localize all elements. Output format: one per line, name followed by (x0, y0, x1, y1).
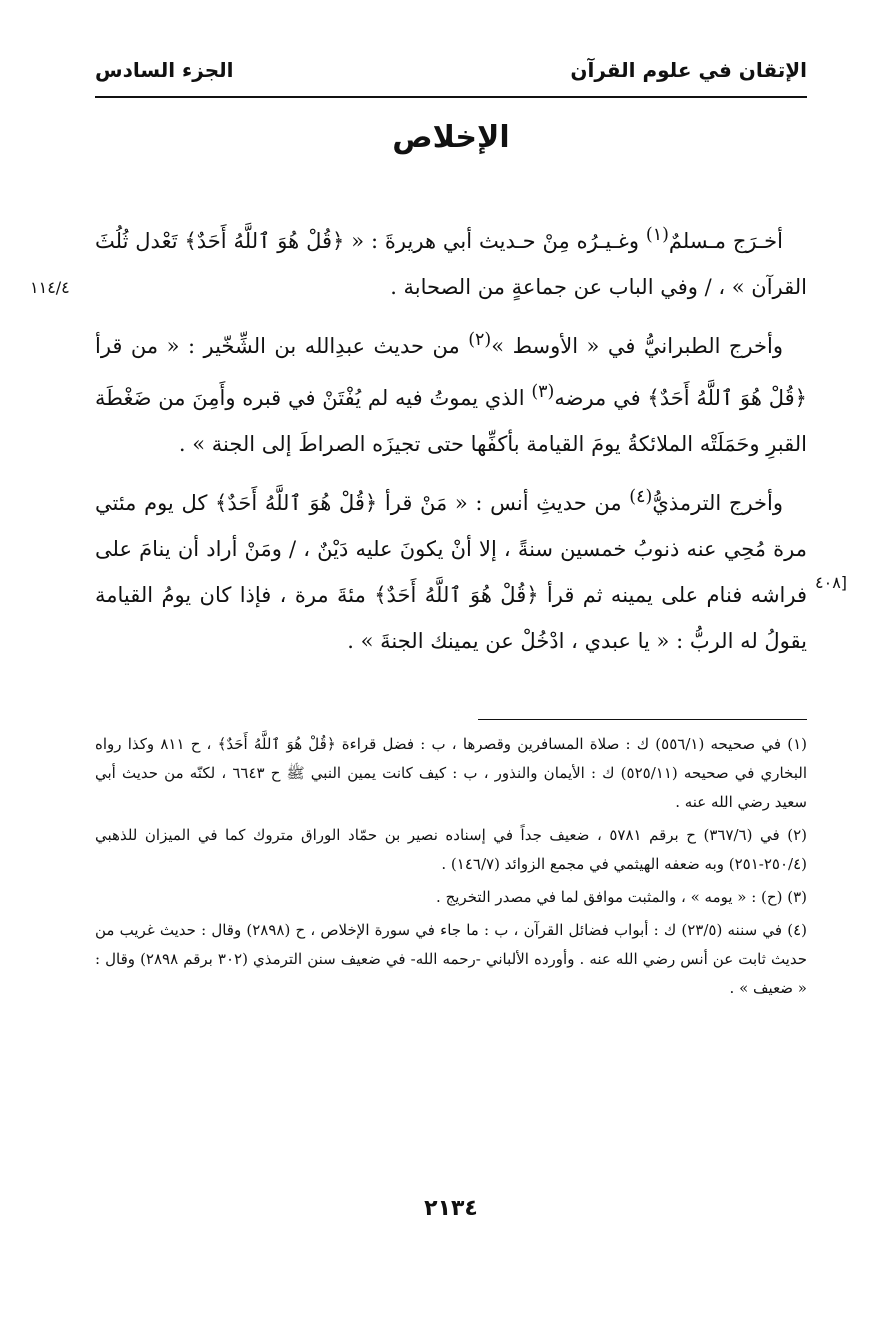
quran-verse: ﴿قُلْ هُوَ ٱللَّهُ أَحَدٌ﴾ (217, 735, 336, 753)
footnote-ref-1[interactable]: (١) (645, 225, 669, 245)
margin-note-edition-page: [٤٠٨ (815, 573, 848, 592)
main-text (95, 212, 807, 664)
footnote-ref-2[interactable]: (٢) (468, 330, 492, 350)
paragraph-muslim: أخـرَج مـسلمٌ$^{(١)}$ وغـيـرُه مِنْ حـديث أبي هريرةَ : « ﴿قُلْ هُوَ ٱللَّهُ أَحَدٌ﴾ تَعْدل ثُلُثَ القرآن » ، / وفي الباب عن جماعةٍ من الصحابة . (95, 225, 807, 299)
quran-verse: ﴿قُلْ هُوَ ٱللَّهُ أَحَدٌ﴾ (215, 491, 378, 515)
header-divider (95, 96, 807, 98)
running-header (95, 50, 807, 90)
footnote-ref-3[interactable]: (٣) (531, 382, 555, 402)
footnote-1: (١) في صحيحه (٥٥٦/١) ك : صلاة المسافرين وقصرها ، ب : فضل قراءة ﴿قُلْ هُوَ ٱللَّهُ أَحَدٌ﴾ ، ح ٨١١ وكذا رواه البخاري في صحيحه (٥٢٥/١١) ك : الأيمان والنذور ، ب : كيف كانت يمين النبي ﷺ ح ٦٦٤٣ ، لكنّه من حديث أبي سعيد رضي الله عنه . (95, 735, 808, 811)
volume-label: الجزء السادس (95, 58, 234, 82)
footnote-divider (478, 719, 807, 720)
margin-note-manuscript-folio: ١١٤/٤ (30, 278, 70, 297)
book-title: الإتقان في علوم القرآن (570, 58, 807, 82)
footnote-2: (٢) في (٣٦٧/٦) ح برقم ٥٧٨١ ، ضعيف جداً في إسناده نصير بن حمّاد الوراق متروك كما في الميزان للذهبي (٢٥٠/٤-٢٥١) وبه ضعفه الهيثمي في مجمع الزوائد (١٤٦/٧) . (95, 826, 807, 873)
page-number: ٢١٣٤ (424, 1196, 478, 1221)
footnotes (95, 730, 807, 1007)
footnote-3: (٣) (ح) : « يومه » ، والمثبت موافق لما في مصدر التخريج . (436, 888, 807, 906)
paragraph-tabarani: وأخرج الطبرانيُّ في « الأوسط »$^{(٢)}$ من حديث عبدِالله بن الشِّخّير : « من قرأ ﴿قُلْ هُوَ ٱللَّهُ أَحَدٌ﴾ في مرضه$^{(٣)}$ الذي يموتُ فيه لم يُفْتَنْ في قبره وأَمِنَ من ضَغْطَة القبرِ وحَمَلَتْه الملائكةُ يومَ القيامة بأكفِّها حتى تجيزَه الصراطَ إلى الجنة » . (95, 330, 807, 456)
chapter-title: الإخلاص (392, 120, 510, 155)
quran-verse: ﴿قُلْ هُوَ ٱللَّهُ أَحَدٌ﴾ (374, 583, 539, 607)
footnote-ref-4[interactable]: (٤) (629, 487, 653, 507)
footnote-4: (٤) في سننه (٢٣/٥) ك : أبواب فضائل القرآن ، ب : ما جاء في سورة الإخلاص ، ح (٢٨٩٨) وقال : حديث غريب من حديث ثابت عن أنس رضي الله عنه . وأورده الألباني -رحمه الله- في ضعيف سنن الترمذي (٣٠٢ برقم ٢٨٩٨) وقال : « ضعيف » . (95, 921, 807, 997)
quran-verse: ﴿قُلْ هُوَ ٱللَّهُ أَحَدٌ﴾ (647, 386, 807, 410)
quran-verse: ﴿قُلْ هُوَ ٱللَّهُ أَحَدٌ﴾ (184, 229, 345, 253)
paragraph-tirmidhi: وأخرج الترمذيُّ$^{(٤)}$ من حديثِ أنس : « مَنْ قرأ ﴿قُلْ هُوَ ٱللَّهُ أَحَدٌ﴾ كل يوم مئتي مرة مُحِي عنه ذنوبُ خمسين سنةً ، إلا أنْ يكونَ عليه دَيْنٌ ، / ومَنْ أراد أن ينامَ على فراشه فنام على يمينه ثم قرأ ﴿قُلْ هُوَ ٱللَّهُ أَحَدٌ﴾ مئةَ مرة ، فإذا كان يومُ القيامة يقولُ له الربُّ : « يا عبدي ، ادْخُلْ عن يمينك الجنةَ » . (95, 487, 808, 653)
